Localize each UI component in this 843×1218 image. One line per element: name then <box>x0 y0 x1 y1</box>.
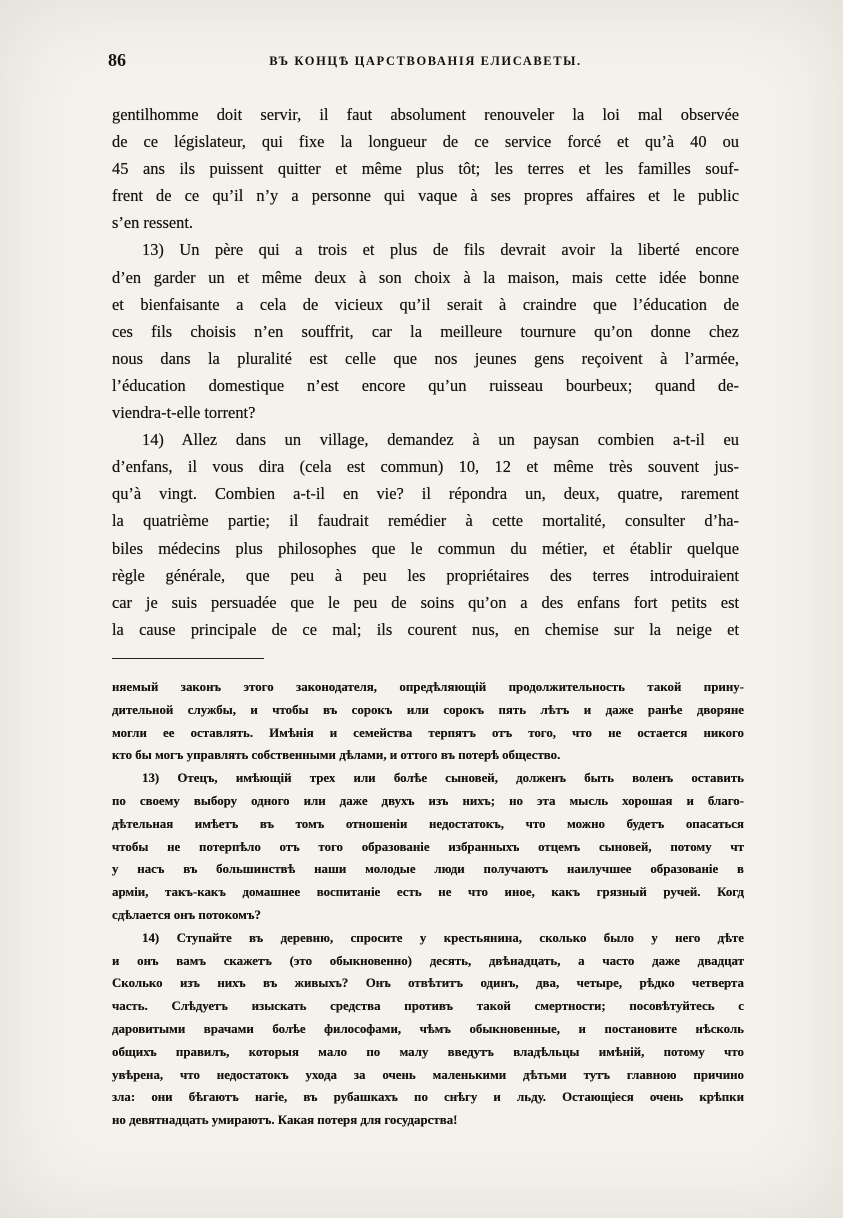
page-number: 86 <box>108 50 126 70</box>
text-line: car je suis persuadée que le peu de soins qu’on a des enfans fort petits est <box>112 592 739 612</box>
footnote-line: 14) Ступайте въ деревню, спросите у крестьянина, сколько было у него дѣте <box>142 930 744 945</box>
text-line: nous dans la pluralité est celle que nos jeunes gens reçoivent à l’armée, <box>112 348 739 368</box>
text-line: qu’à vingt. Combien a-t-il en vie? il répondra un, deux, quatre, rarement <box>112 484 739 504</box>
footnote-line: дѣтельная имѣетъ въ томъ отношеніи недостатокъ, что можно будетъ опасаться <box>112 816 744 831</box>
footnote-line: у насъ въ большинствѣ наши молодые люди получаютъ наилучшее образованіе в <box>112 862 744 877</box>
footnote-line: чтобы не потерпѣло отъ того образованіе избранныхъ отцемъ сыновей, потому чт <box>112 839 744 854</box>
footnote-line: увѣрена, что недостатокъ ухода за очень маленькими дѣтьми тутъ главною причино <box>112 1067 744 1082</box>
footnote-line: часть. Слѣдуетъ изыскать средства противъ такой смертности; посовѣтуйтесь с <box>112 999 744 1014</box>
footnote-line: даровитыми врачами болѣе философами, чѣмъ обыкновенные, и постановите нѣсколь <box>112 1021 744 1036</box>
footnote-line: по своему выбору одного или даже двухъ изъ нихъ; но эта мысль хорошая и благо- <box>112 793 744 808</box>
footnote-line: дительной службы, и чтобы въ сорокъ или сорокъ пять лѣтъ и даже ранѣе дворяне <box>112 702 744 717</box>
footnote-line: няемый законъ этого законодателя, опредѣляющій продолжительность такой прину- <box>112 680 744 694</box>
text-line: gentilhomme doit servir, il faut absolument renouveler la loi mal observée <box>112 105 739 124</box>
footnote-line: Сколько изъ нихъ въ живыхъ? Онъ отвѣтитъ одинъ, два, четыре, рѣдко четверта <box>112 976 744 991</box>
text-line: biles médecins plus philosophes que le commun du métier, et établir quelque <box>112 538 739 558</box>
text-line: règle générale, que peu à peu les propriétaires des terres introduiraient <box>112 565 739 585</box>
text-line: l’éducation domestique n’est encore qu’un ruisseau bourbeux; quand de- <box>112 375 739 395</box>
footnote-line: но девятнадцать умираютъ. Какая потеря для государства! <box>112 1113 458 1128</box>
text-line: viendra-t-elle torrent? <box>112 403 256 423</box>
text-line: frent de ce qu’il n’y a personne qui vaque à ses propres affaires et le public <box>112 186 739 206</box>
text-line: s’en ressent. <box>112 213 194 233</box>
text-line: la cause principale de ce mal; ils courent nus, en chemise sur la neige et <box>112 619 739 639</box>
footnote-separator <box>112 658 264 659</box>
text-line: 14) Allez dans un village, demandez à un paysan combien a-t-il eu <box>142 430 739 450</box>
footnote-line: могли ее оставлять. Имѣнія и семейства терпятъ отъ того, что не остается никого <box>112 725 744 740</box>
text-line: ces fils choisis n’en souffrit, car la meilleure tournure qu’on donne chez <box>112 321 739 341</box>
text-line: de ce législateur, qui fixe la longueur de ce service forcé et qu’à 40 ou <box>112 132 739 152</box>
footnote-text <box>112 676 744 1132</box>
text-line: 13) Un père qui a trois et plus de fils devrait avoir la liberté encore <box>142 240 739 260</box>
running-header: ВЪ КОНЦѢ ЦАРСТВОВАНІЯ ЕЛИСАВЕТЫ. <box>269 54 582 68</box>
footnote-line: зла: они бѣгаютъ нагіе, въ рубашкахъ по снѣгу и льду. Остающіеся очень крѣпки <box>112 1090 744 1105</box>
footnote-line: 13) Отецъ, имѣющій трех или болѣе сыновей, долженъ быть воленъ оставить <box>142 771 744 786</box>
footnote-line: кто бы могъ управлять собственными дѣлами, и оттого въ потерѣ общество. <box>112 748 561 763</box>
text-line: et bienfaisante a cela de vicieux qu’il serait à craindre que l’éducation de <box>112 294 739 314</box>
page-header <box>108 50 739 70</box>
footnote-line: арміи, такъ-какъ домашнее воспитаніе есть не что иное, какъ грязный ручей. Когд <box>112 885 744 900</box>
text-line: d’en garder un et même deux à son choix à la maison, mais cette idée bonne <box>112 267 739 287</box>
main-text <box>112 101 739 643</box>
footnote-line: сдѣлается онъ потокомъ? <box>112 907 261 922</box>
text-line: d’enfans, il vous dira (cela est commun) 10, 12 et même très souvent jus- <box>112 457 739 477</box>
text-line: 45 ans ils puissent quitter et même plus tôt; les terres et les familles souf- <box>112 159 739 179</box>
text-line: la quatrième partie; il faudrait remédier à cette mortalité, consulter d’ha- <box>112 511 739 531</box>
footnote-line: общихъ правилъ, которыя мало по малу введутъ владѣльцы имѣній, потому что <box>112 1044 744 1059</box>
footnote-line: и онъ вамъ скажетъ (это обыкновенно) десять, двѣнадцать, а часто даже двадцат <box>112 953 744 968</box>
